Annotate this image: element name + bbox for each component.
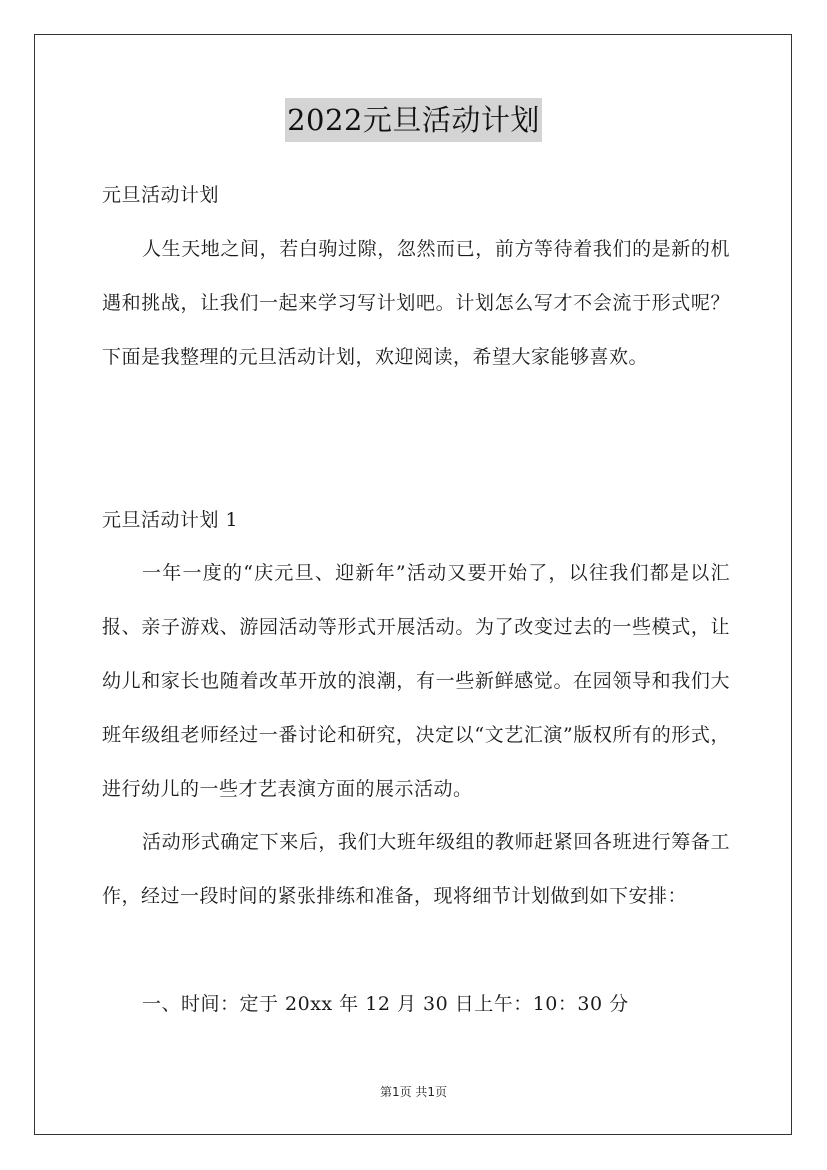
document-subtitle: 元旦活动计划 — [102, 184, 220, 206]
intro-paragraph: 人生天地之间，若白驹过隙，忽然而已，前方等待着我们的是新的机遇和挑战，让我们一起来学习写计划吧。计划怎么写才不会流于形式呢？下面是我整理的元旦活动计划，欢迎阅读，希望大家能够喜欢。 — [102, 238, 730, 368]
title-container — [0, 98, 827, 142]
section-heading: 元旦活动计划 1 — [102, 509, 239, 531]
page-footer: 第1页 共1页 — [379, 1085, 448, 1099]
section-paragraph-2: 活动形式确定下来后，我们大班年级组的教师赶紧回各班进行筹备工作，经过一段时间的紧张排练和准备，现将细节计划做到如下安排： — [102, 831, 730, 907]
section-paragraph-3: 一、时间：定于 20xx 年 12 月 30 日上午：10：30 分 — [142, 993, 629, 1015]
section-paragraph-1: 一年一度的“庆元旦、迎新年”活动又要开始了，以往我们都是以汇报、亲子游戏、游园活动等形式开展活动。为了改变过去的一些模式，让幼儿和家长也随着改革开放的浪潮，有一些新鲜感觉。在园领导和我们大班年级组老师经过一番讨论和研究，决定以“文艺汇演”版权所有的形式，进行幼儿的一些才艺表演方面的展示活动。 — [102, 562, 730, 800]
document-title: 2022元旦活动计划 — [285, 98, 542, 142]
